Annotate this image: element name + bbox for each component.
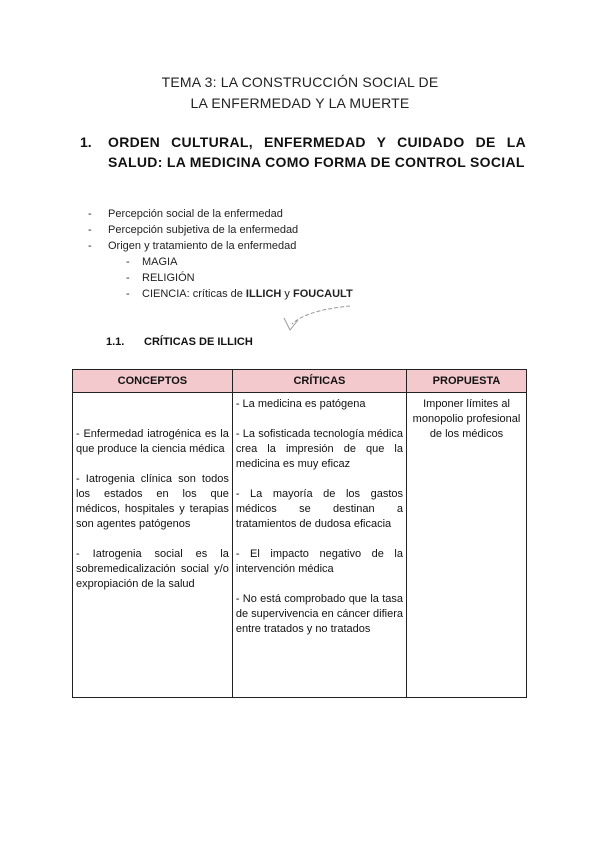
sub-list-item [88,254,353,270]
section-heading: ORDEN CULTURAL, ENFERMEDAD Y CUIDADO DE LA SALUD: LA MEDICINA COMO FORMA DE CONTROL SOCIAL [108,134,526,170]
bullet-dash: - [126,256,130,268]
propuesta-text: Imponer límites al monopolio profesional de los médicos [412,398,521,440]
ciencia-prefix: CIENCIA: críticas de [142,288,246,300]
concepto-text: - Enfermedad iatrogénica es la que produce la ciencia médica [76,428,229,455]
sub-list-item-text: MAGIA [142,256,178,268]
bullet-list [88,206,353,302]
hand-drawn-arrow-icon [270,300,360,340]
critica-text: - La mayoría de los gastos médicos se destinan a tratamientos de dudosa eficacia [235,488,403,530]
title-line-1: TEMA 3: LA CONSTRUCCIÓN SOCIAL DE [161,74,439,90]
ciencia-and: y [281,288,293,300]
header-conceptos: CONCEPTOS [73,370,233,393]
bullet-dash: - [88,224,92,236]
table-header-row [73,370,527,393]
title-line-2: LA ENFERMEDAD Y LA MUERTE [190,95,410,111]
list-item-text: Percepción social de la enfermedad [108,208,283,220]
cell-conceptos [73,393,233,698]
cell-propuesta [407,393,527,698]
critica-text: - No está comprobado que la tasa de supervivencia en cáncer difiera entre tratados y no tratados [235,593,403,635]
list-item [88,222,353,238]
section-number: 1. [80,134,92,150]
list-item-text: Origen y tratamiento de la enfermedad [108,240,297,252]
bullet-dash: - [88,240,92,252]
bullet-dash: - [88,208,92,220]
list-item [88,206,353,222]
table-row [73,393,527,698]
list-item-text: Percepción subjetiva de la enfermedad [108,224,299,236]
cell-criticas [232,393,406,698]
critica-text: - El impacto negativo de la intervención médica [235,548,403,575]
concepto-text: - Iatrogenia social es la sobremedicalización social y/o expropiación de la salud [76,548,229,590]
critica-text: - La sofisticada tecnología médica crea la impresión de que la medicina es muy eficaz [235,428,403,470]
bullet-dash: - [126,288,130,300]
subsection-number: 1.1. [106,336,125,348]
illich-criticism-table [72,369,527,698]
subsection-heading [106,336,253,348]
foucault-name: FOUCAULT [293,288,353,300]
page-title [0,72,600,114]
sub-list-item [88,270,353,286]
sub-list-item-text: RELIGIÓN [142,272,195,284]
bullet-dash: - [126,272,130,284]
critica-text: - La medicina es patógena [235,398,366,410]
header-criticas: CRÍTICAS [232,370,406,393]
subsection-title: CRÍTICAS DE ILLICH [144,336,253,348]
concepto-text: - Iatrogenia clínica son todos los estados en los que médicos, hospitales y terapias son agentes patógenos [76,473,229,530]
header-propuesta: PROPUESTA [407,370,527,393]
list-item [88,238,353,254]
illich-name: ILLICH [245,288,282,300]
